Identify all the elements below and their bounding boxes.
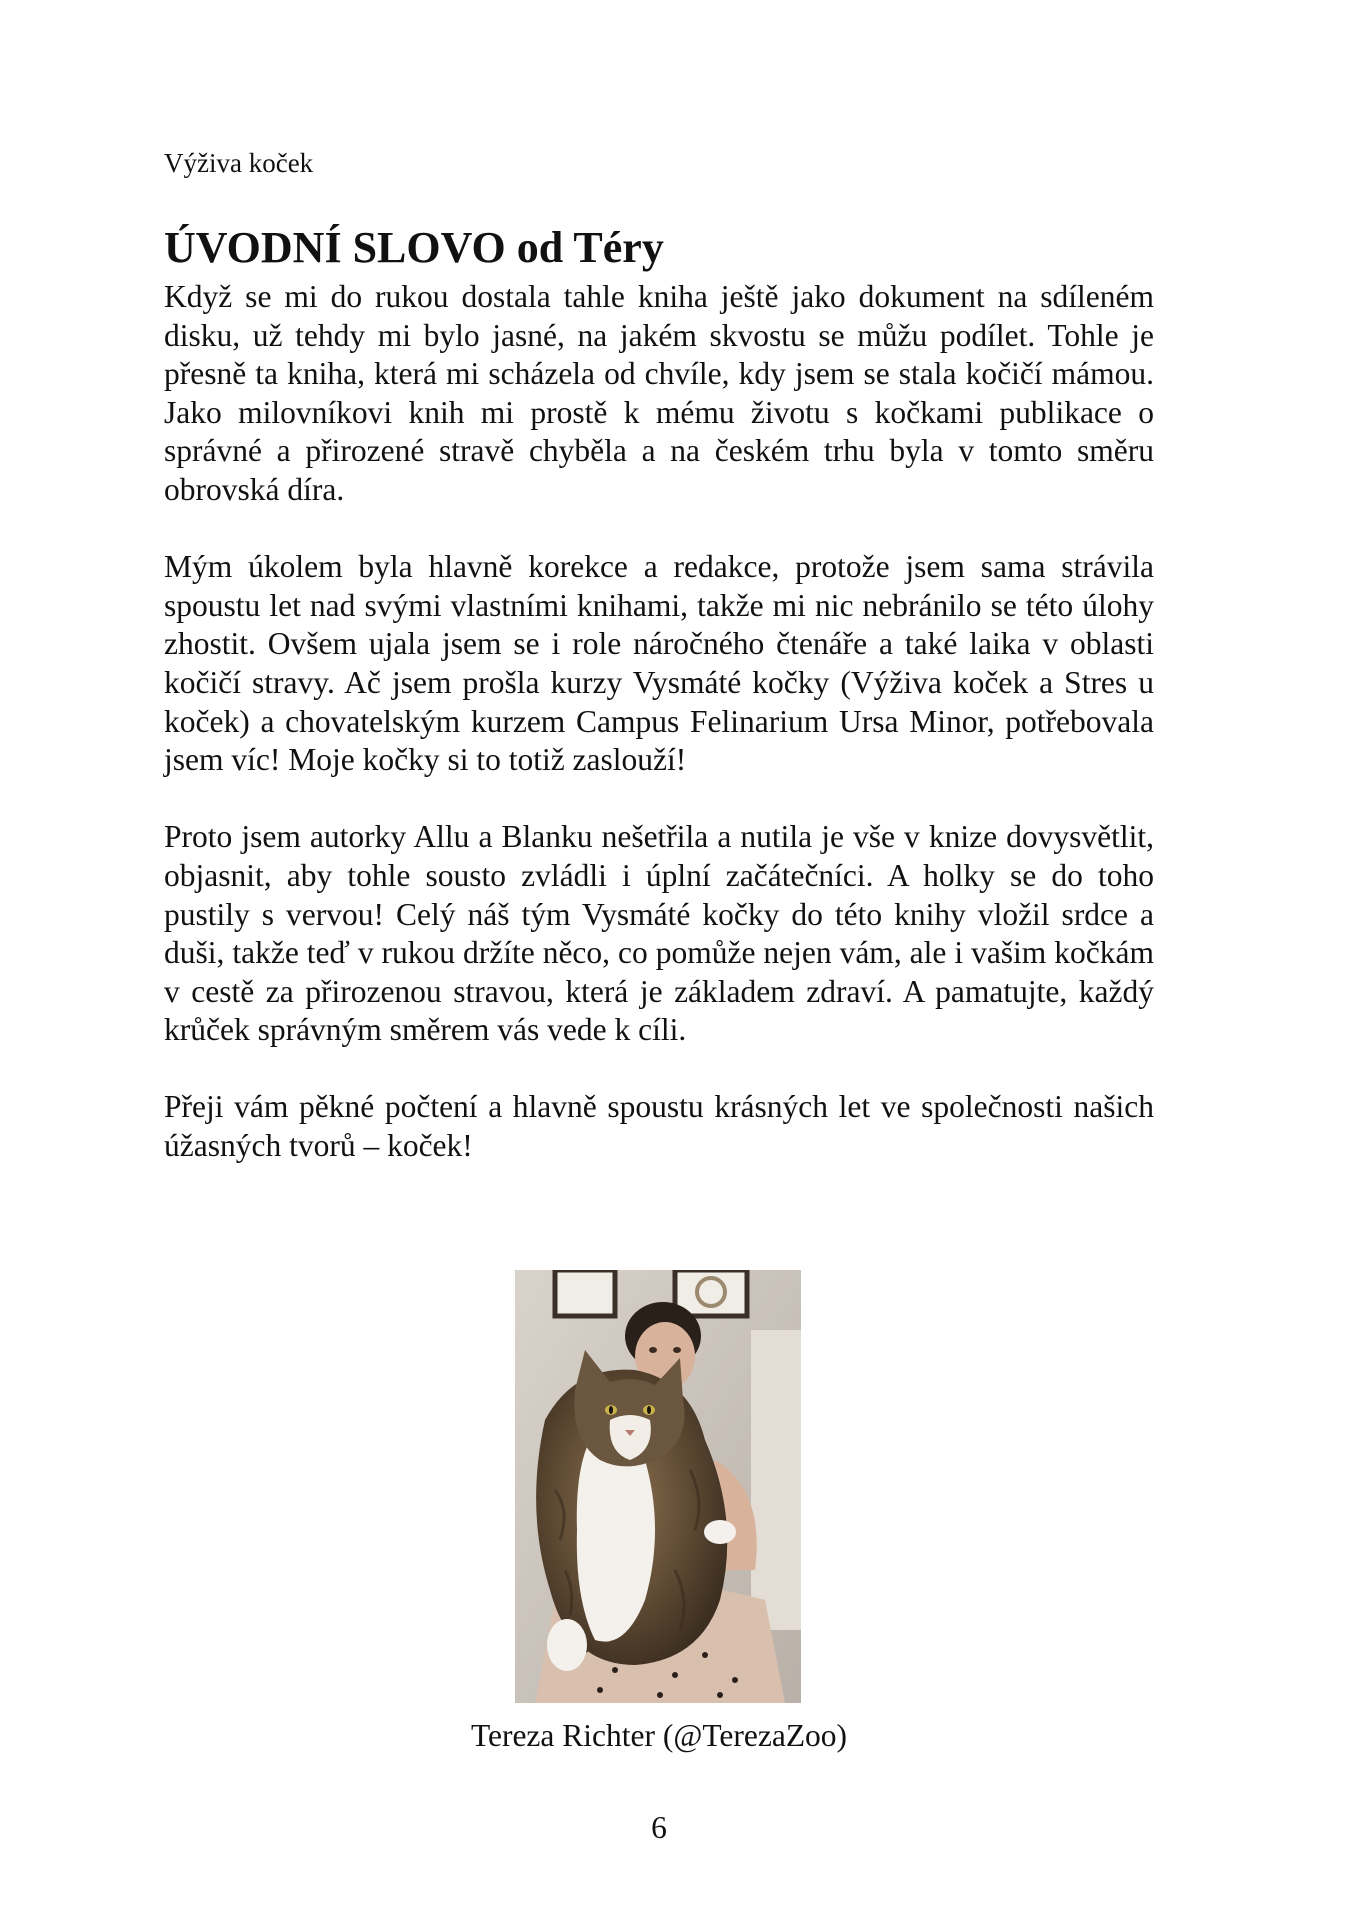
- page-number: 6: [651, 1810, 667, 1845]
- paragraph: Proto jsem autorky Allu a Blanku nešetřila a nutila je vše v knize dovysvětlit, objasnit, aby tohle sousto zvládli i úplní začátečníci. A holky se do toho pustily s vervou! Celý náš tým Vysmáté kočky do této knihy vložil srdce a duši, takže teď v rukou držíte něco, co pomůže nejen vám, ale i vašim kočkám v cestě za přirozenou stravou, která je základem zdraví. A pamatujte, každý krůček správným směrem vás vede k cíli.: [164, 819, 1154, 1048]
- author-photo: [515, 1270, 801, 1703]
- page-title: ÚVODNÍ SLOVO od Téry: [164, 223, 664, 272]
- author-photo-illustration: [515, 1270, 801, 1703]
- running-head: Výživa koček: [164, 148, 314, 178]
- paragraph: Mým úkolem byla hlavně korekce a redakce, protože jsem sama strávila spoustu let nad svými vlastními knihami, takže mi nic nebránilo se této úlohy zhostit. Ovšem ujala jsem se i role náročného čtenáře a také laika v oblasti kočičí stravy. Ač jsem prošla kurzy Vysmáté kočky (Výživa koček a Stres u koček) a chovatelským kurzem Campus Felinarium Ursa Minor, potřebovala jsem víc! Moje kočky si to totiž zaslouží!: [164, 549, 1154, 778]
- photo-caption: Tereza Richter (@TerezaZoo): [470, 1718, 848, 1753]
- paragraph: Když se mi do rukou dostala tahle kniha ještě jako dokument na sdíleném disku, už tehdy mi bylo jasné, na jakém skvostu se můžu podílet. Tohle je přesně ta kniha, která mi scházela od chvíle, kdy jsem se stala kočičí mámou. Jako milovníkovi knih mi prostě k mému životu s kočkami publikace o správné a přirozené stravě chyběla a na českém trhu byla v tomto směru obrovská díra.: [164, 279, 1154, 507]
- paragraph: Přeji vám pěkné počtení a hlavně spoustu krásných let ve společnosti našich úžasných tvorů – koček!: [164, 1089, 1154, 1164]
- body-text: [164, 278, 1154, 1166]
